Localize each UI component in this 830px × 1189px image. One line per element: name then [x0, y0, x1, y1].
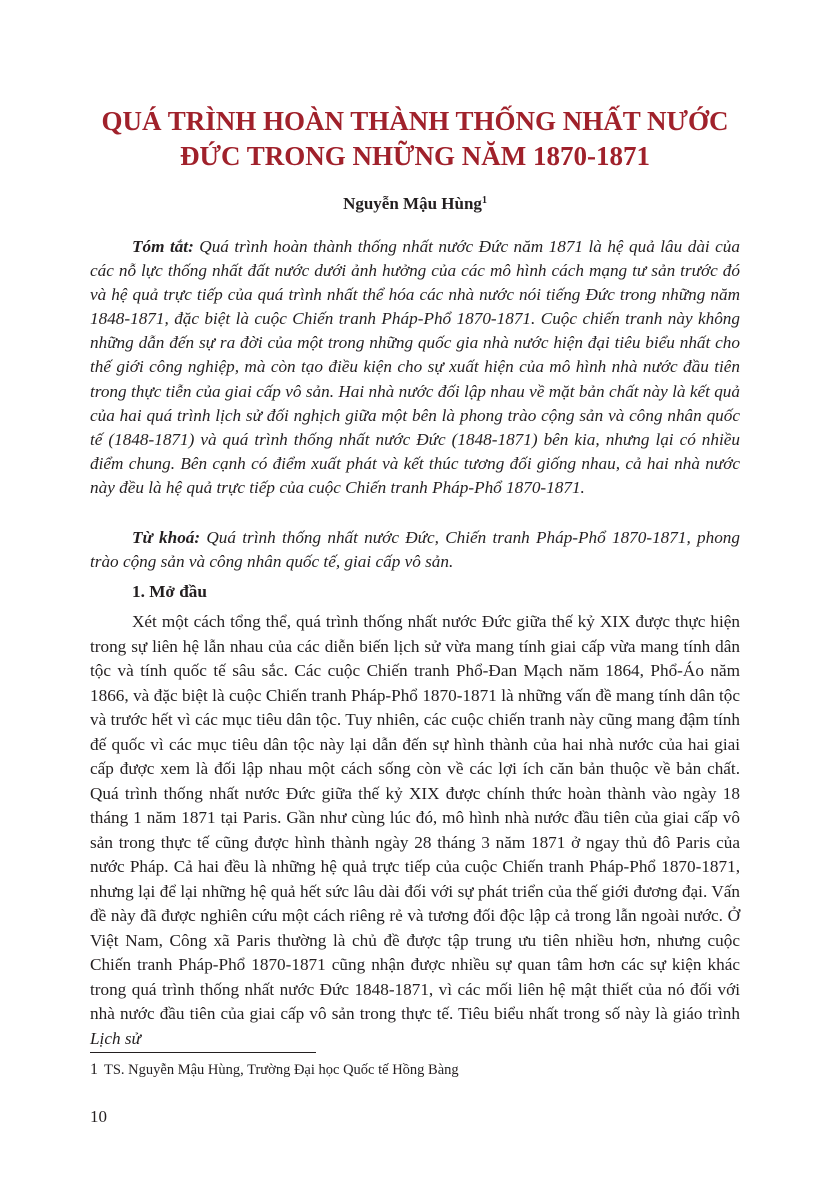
- section-heading: 1. Mở đầu: [132, 582, 207, 601]
- footnote-text: TS. Nguyễn Mậu Hùng, Trường Đại học Quốc tế Hồng Bàng: [104, 1062, 459, 1078]
- article-title: QUÁ TRÌNH HOÀN THÀNH THỐNG NHẤT NƯỚC ĐỨC TRONG NHỮNG NĂM 1870-1871: [101, 106, 729, 171]
- abstract: [90, 235, 740, 500]
- footnote-mark: 1: [90, 1061, 98, 1078]
- abstract-label: Tóm tắt:: [132, 237, 194, 256]
- keywords-text: Quá trình thống nhất nước Đức, Chiến tranh Pháp-Phổ 1870-1871, phong trào cộng sản và công nhân quốc tế, giai cấp vô sản.: [90, 528, 740, 572]
- body-paragraph: [90, 610, 740, 1051]
- body-italic-tail: Lịch sử: [90, 1028, 141, 1048]
- author-footnote-mark: 1: [481, 195, 487, 206]
- article-author: [90, 190, 740, 215]
- footnote: [90, 1061, 740, 1079]
- page-number: 10: [90, 1107, 107, 1126]
- author-name: Nguyễn Mậu Hùng: [343, 194, 482, 213]
- keywords-label: Từ khoá:: [132, 528, 201, 547]
- body-text: Xét một cách tổng thể, quá trình thống nhất nước Đức giữa thế kỷ XIX được thực hiện trong sự liên hệ lẫn nhau của các diễn biến lịch sử vừa mang tính giai cấp vừa mang tính dân tộc và tính quốc tế sâu sắc. Các cuộc Chiến tranh Phổ-Đan Mạch năm 1864, Phổ-Áo năm 1866, và đặc biệt là cuộc Chiến tranh Pháp-Phổ 1870-1871 là những vấn đề mang tính dân tộc và trước hết vì các mục tiêu dân tộc. Tuy nhiên, các cuộc chiến tranh này cũng mang đậm tính đế quốc vì các mục tiêu dân tộc này lại dẫn đến sự hình thành của hai nhà nước của hai giai cấp được xem là đối lập nhau một cách sống còn về các lợi ích căn bản thuộc về bản chất. Quá trình thống nhất nước Đức giữa thế kỷ XIX được chính thức hoàn thành vào ngày 18 tháng 1 năm 1871 tại Paris. Gần như cùng lúc đó, mô hình nhà nước đầu tiên của giai cấp vô sản trong thực tế cũng được hình thành ngày 28 tháng 3 năm 1871 ở ngay thủ đô Paris của nước Pháp. Cả hai đều là những hệ quả trực tiếp của cuộc Chiến tranh Pháp-Phổ 1870-1871, nhưng lại để lại những hệ quả hết sức lâu dài đối với sự phát triển của thế giới đương đại. Vấn đề này đã được nghiên cứu một cách riêng rẻ và tương đối độc lập cả trong lẫn ngoài nước. Ở Việt Nam, Công xã Paris thường là chủ đề được tập trung ưu tiên nhiều hơn, nhưng cuộc Chiến tranh Pháp-Phổ 1870-1871 cũng nhận được nhiều sự quan tâm hơn các sự kiện khác trong quá trình thống nhất nước Đức 1848-1871, vì các mối liên hệ mật thiết của nó đối với nhà nước đầu tiên của giai cấp vô sản trong thực tế. Tiêu biểu nhất trong số này là giáo trình: [90, 612, 740, 1023]
- abstract-text: Quá trình hoàn thành thống nhất nước Đức năm 1871 là hệ quả lâu dài của các nỗ lực thống nhất đất nước dưới ảnh hưởng của các mô hình cách mạng tư sản trước đó và hệ quả trực tiếp của quá trình nhất thể hóa các nhà nước nói tiếng Đức trong những năm 1848-1871, đặc biệt là cuộc Chiến tranh Pháp-Phổ 1870-1871. Cuộc chiến tranh này không những dẫn đến sự ra đời của một trong những quốc gia nhà nước hiện đại tiêu biểu nhất cho thế giới công nghiệp, mà còn tạo điều kiện cho sự xuất hiện của mô hình nhà nước đầu tiên trong thực tiễn của giai cấp vô sản. Hai nhà nước đối lập nhau về mặt bản chất này là kết quả của hai quá trình lịch sử đối nghịch giữa một bên là phong trào cộng sản và công nhân quốc tế (1848-1871) và quá trình thống nhất nước Đức (1848-1871) bên kia, nhưng lại có nhiều điểm chung. Bên cạnh có điểm xuất phát và kết thúc tương đối giống nhau, cả hai nhà nước này đều là hệ quả trực tiếp của cuộc Chiến tranh Pháp-Phổ 1870-1871.: [90, 237, 740, 497]
- keywords: [90, 526, 740, 574]
- footnote-divider: [90, 1052, 316, 1053]
